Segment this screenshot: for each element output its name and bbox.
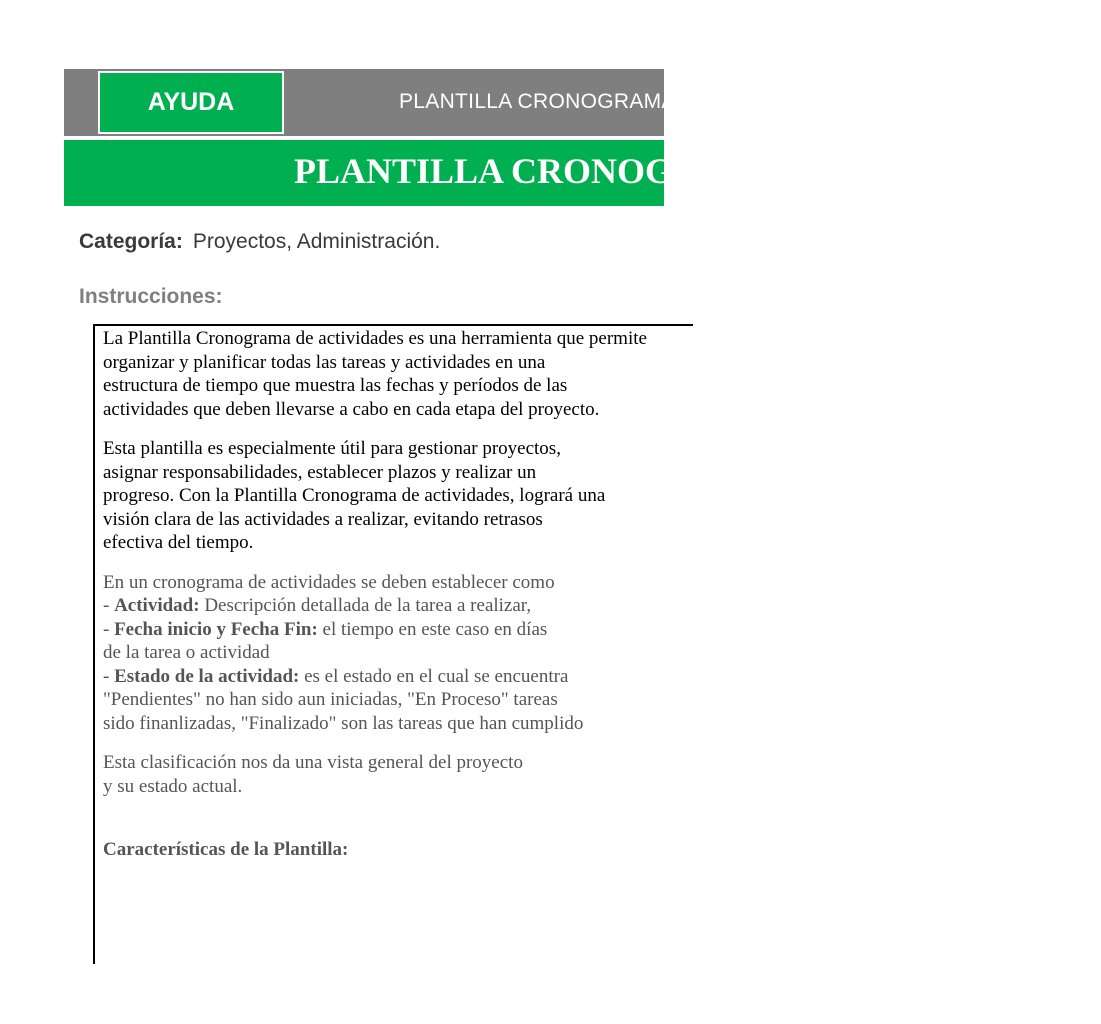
list-item-label: Actividad: bbox=[114, 595, 200, 616]
category-value: Proyectos, Administración. bbox=[192, 230, 441, 253]
paragraph-line: estructura de tiempo que muestra las fechas y períodos de las bbox=[103, 375, 568, 396]
paragraph-line: visión clara de las actividades a realizar, evitando retrasos bbox=[103, 508, 543, 530]
paragraph-line: y su estado actual. bbox=[103, 775, 243, 797]
top-bar-title: PLANTILLA CRONOGRAMA DE ACTIVIDADES bbox=[399, 90, 859, 113]
list-item-label: Fecha inicio y Fecha Fin: bbox=[114, 618, 318, 640]
paragraph-line: sido finanlizadas, "Finalizado" son las tareas que han cumplido bbox=[103, 712, 584, 734]
list-item-dates: - Fecha inicio y Fecha Fin: el tiempo en este caso en días bbox=[103, 618, 548, 640]
list-item-text: el tiempo en este caso en días bbox=[317, 618, 548, 640]
paragraph-line: efectiva del tiempo. bbox=[103, 532, 254, 553]
paragraph-line: La Plantilla Cronograma de actividades es una herramienta que permite bbox=[103, 328, 647, 349]
list-item-activity: - Actividad: Descripción detallada de la tarea a realizar, bbox=[103, 595, 532, 616]
paragraph-line: Esta plantilla es especialmente útil para gestionar proyectos, bbox=[103, 438, 561, 459]
category-row bbox=[79, 230, 440, 254]
paragraph-line: En un cronograma de actividades se deben establecer como bbox=[103, 571, 555, 593]
list-item-text: es el estado en el cual se encuentra bbox=[299, 665, 569, 687]
instructions-text bbox=[103, 327, 743, 862]
list-item-status: - Estado de la actividad: es el estado en el cual se encuentra bbox=[103, 665, 569, 687]
category-label: Categoría: bbox=[79, 230, 183, 253]
page-title: PLANTILLA CRONOGRAMA DE ACTIVIDADES bbox=[294, 151, 1101, 191]
instructions-heading: Instrucciones: bbox=[79, 285, 223, 308]
paragraph-line: de la tarea o actividad bbox=[103, 642, 270, 663]
help-button[interactable]: AYUDA bbox=[98, 71, 284, 134]
paragraph-line: asignar responsabilidades, establecer plazos y realizar un bbox=[103, 461, 537, 483]
list-item-text: Descripción detallada de la tarea a realizar, bbox=[199, 595, 532, 616]
list-item-label: Estado de la actividad: bbox=[114, 665, 300, 687]
paragraph-line: progreso. Con la Plantilla Cronograma de actividades, logrará una bbox=[103, 485, 606, 506]
features-heading: Características de la Plantilla: bbox=[103, 839, 349, 860]
paragraph-line: actividades que deben llevarse a cabo en cada etapa del proyecto. bbox=[103, 398, 600, 420]
paragraph-line: organizar y planificar todas las tareas y actividades en una bbox=[103, 351, 546, 373]
paragraph-line: Esta clasificación nos da una vista general del proyecto bbox=[103, 752, 523, 773]
paragraph-line: "Pendientes" no han sido aun iniciadas, "En Proceso" tareas bbox=[103, 689, 558, 710]
